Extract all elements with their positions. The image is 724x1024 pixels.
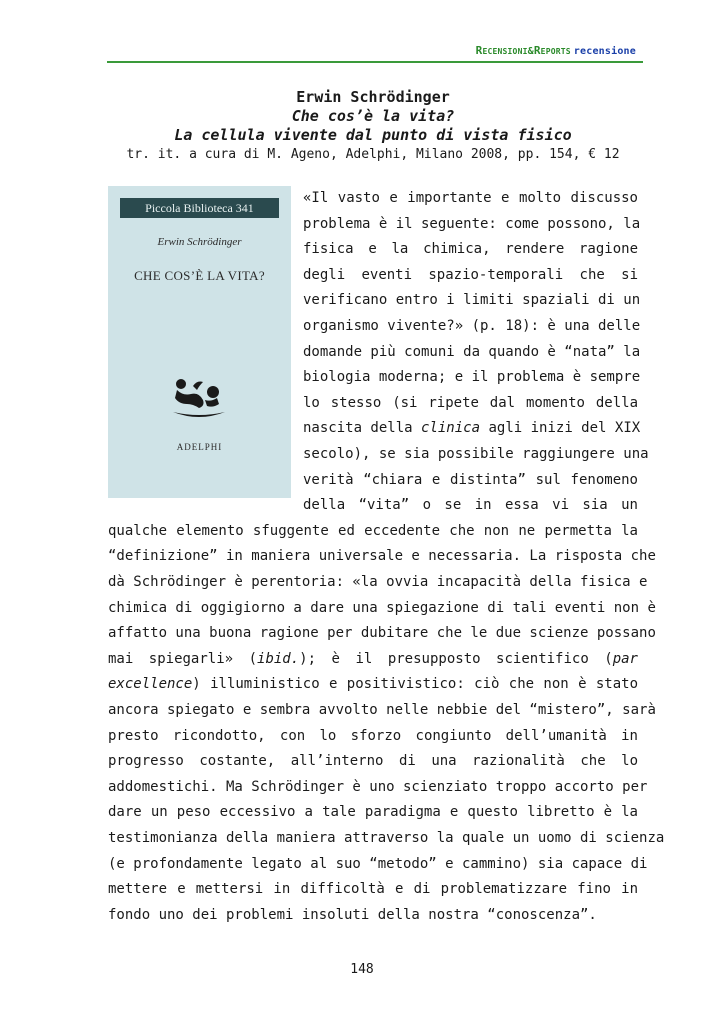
book-subtitle: La cellula vivente dal punto di vista fisico xyxy=(174,126,572,144)
cover-title: CHE COS’È LA VITA? xyxy=(134,268,265,283)
body-line: dare un peso eccessivo a tale paradigma e questo libretto è la xyxy=(108,804,638,821)
book-cover-image xyxy=(108,186,291,498)
body-line: verità “chiara e distinta” sul fenomeno xyxy=(303,471,638,488)
page-number: 148 xyxy=(350,962,374,977)
body-line: chimica di oggigiorno a dare una spiegazione di tali eventi non è xyxy=(108,599,656,616)
body-line: “definizione” in maniera universale e necessaria. La risposta che xyxy=(108,548,656,565)
body-line: secolo), se sia possibile raggiungere una xyxy=(303,446,649,462)
italic-term-excellence: excellence xyxy=(108,676,193,693)
body-line: degli eventi spazio-temporali che si xyxy=(303,266,638,283)
body-line: affatto una buona ragione per dubitare che le due scienze possano xyxy=(108,625,656,642)
body-line: organismo vivente?» (p. 18): è una delle xyxy=(303,318,641,334)
body-line: addomestichi. Ma Schrödinger è uno scienziato troppo accorto per xyxy=(108,778,648,795)
body-line: presto ricondotto, con lo sforzo congiunto dell’umanità in xyxy=(108,727,638,744)
header-ampersand: & xyxy=(527,46,534,57)
cover-publisher: ADELPHI xyxy=(176,442,223,452)
body-line: qualche elemento sfuggente ed eccedente che non ne permetta la xyxy=(108,522,638,539)
book-author: Erwin Schrödinger xyxy=(296,88,450,106)
body-text: agli inizi del XIX xyxy=(480,420,641,437)
body-line: domande più comuni da quando è “nata” la xyxy=(303,343,641,360)
running-header xyxy=(476,44,636,57)
header-section-reports: Reports xyxy=(533,44,571,57)
body-line: progresso costante, all’interno di una razionalità che lo xyxy=(108,753,638,770)
body-text: mai spiegarli» ( xyxy=(108,650,258,667)
body-line xyxy=(303,416,641,442)
book-title: Che cos’è la vita? xyxy=(291,107,455,125)
body-text: ) illuministico e positivistico: ciò che non è stato xyxy=(192,676,638,693)
body-line: fondo uno dei problemi insoluti della nostra “conoscenza”. xyxy=(108,906,597,923)
body-line xyxy=(108,647,638,673)
body-line: dà Schrödinger è perentoria: «la ovvia incapacità della fisica e xyxy=(108,574,648,590)
body-line: lo stesso (si ripete dal momento della xyxy=(303,394,638,411)
body-text: ); è il presupposto scientifico ( xyxy=(299,650,613,667)
header-tag: recensione xyxy=(573,46,636,57)
title-block xyxy=(100,88,646,164)
header-rule xyxy=(107,61,643,63)
body-line: (e profondamente legato al suo “metodo” e cammino) sia capace di xyxy=(108,855,648,872)
cover-author: Erwin Schrödinger xyxy=(157,236,242,248)
italic-term-ibid: ibid. xyxy=(257,650,300,667)
italic-term-par: par xyxy=(612,650,638,667)
adelphi-logo-icon xyxy=(169,374,229,424)
header-section-recensioni: Recensioni xyxy=(475,44,528,57)
body-line: «Il vasto e importante e molto discusso xyxy=(303,190,638,206)
body-line: biologia moderna; e il problema è sempre xyxy=(303,369,641,386)
body-line: testimonianza della maniera attraverso la quale un uomo di scienza xyxy=(108,830,665,846)
body-line: della “vita” o se in essa vi sia un xyxy=(303,497,638,514)
body-text: nascita della xyxy=(303,420,422,437)
book-publication-info: tr. it. a cura di M. Ageno, Adelphi, Milano 2008, pp. 154, € 12 xyxy=(126,147,620,162)
body-line xyxy=(108,672,638,698)
body-line: problema è il seguente: come possono, la xyxy=(303,215,641,232)
cover-series: Piccola Biblioteca 341 xyxy=(120,198,279,218)
body-line: verificano entro i limiti spaziali di un xyxy=(303,292,641,309)
body-line: ancora spiegato e sembra avvolto nelle nebbie del “mistero”, sarà xyxy=(108,702,656,718)
italic-term-clinica: clinica xyxy=(421,420,481,437)
body-line: mettere e mettersi in difficoltà e di problematizzare fino in xyxy=(108,881,638,898)
body-line: fisica e la chimica, rendere ragione xyxy=(303,241,638,258)
